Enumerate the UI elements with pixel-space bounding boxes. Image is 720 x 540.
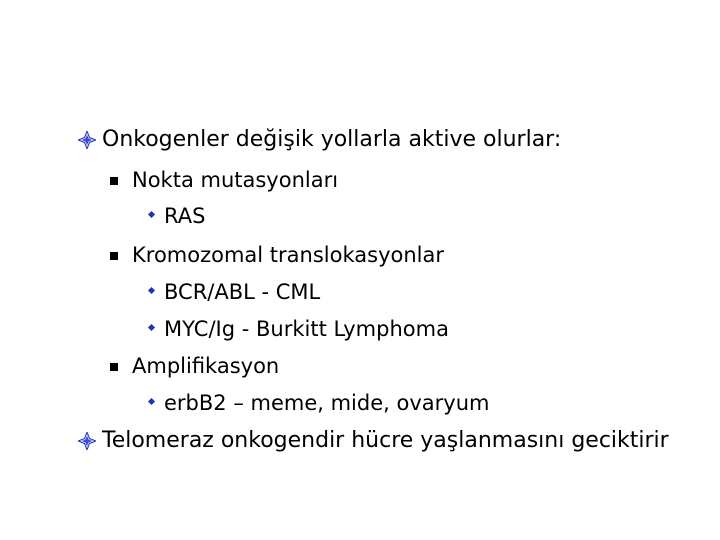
bullet-item-level3 [147,204,205,228]
small-diamond-bullet-icon [148,398,155,405]
small-diamond-bullet-icon [148,211,155,218]
small-diamond-bullet-icon [148,287,155,294]
square-bullet-icon [110,252,118,260]
bullet-item-level2 [108,168,338,192]
bullet-text: Kromozomal translokasyonlar [132,243,444,267]
square-bullet-icon [110,363,118,371]
square-bullet-icon [110,177,118,185]
diamond-star-bullet-icon [78,131,96,149]
bullet-text: Telomeraz onkogendir hücre yaşlanmasını geciktirir [102,428,669,453]
bullet-text: MYC/Ig - Burkitt Lymphoma [164,317,449,341]
bullet-item-level2 [108,243,444,267]
small-diamond-bullet-icon [148,324,155,331]
bullet-text: RAS [164,204,206,228]
bullet-item-level3 [147,280,320,304]
bullet-text: BCR/ABL - CML [164,280,321,304]
bullet-text: Nokta mutasyonları [132,168,339,192]
bullet-item-level1 [78,429,669,453]
diamond-star-bullet-icon [78,432,96,450]
bullet-item-level3 [147,391,489,415]
bullet-text: erbB2 – meme, mide, ovaryum [164,391,490,415]
bullet-item-level1 [78,128,561,152]
bullet-text: Onkogenler değişik yollarla aktive olurlar: [102,127,562,152]
bullet-item-level2 [108,354,279,378]
bullet-text: Amplifikasyon [132,354,280,378]
bullet-item-level3 [147,317,449,341]
